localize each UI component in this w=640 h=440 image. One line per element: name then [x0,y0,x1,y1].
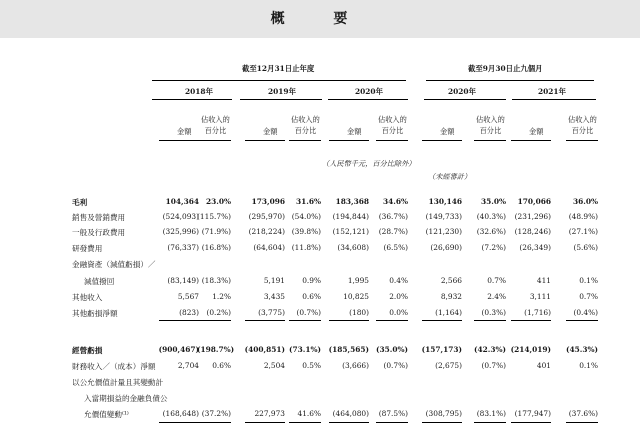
year-header-2020a: 2020年 [355,87,383,96]
subtotal-rule [511,320,551,321]
table-cell: (128,246) [514,227,551,236]
subheader-rule [566,140,598,141]
bottom-rule [199,422,231,423]
table-cell: (83,149) [167,276,199,285]
amount-header: 金額 [177,127,192,136]
subheader-rule [199,140,231,141]
table-cell: 173,096 [251,197,285,206]
subheader-rule [245,140,285,141]
row-label: 經營虧損 [72,346,103,355]
table-cell: (54.0%) [291,212,321,221]
table-cell: (11.8%) [291,243,321,252]
row-label: 毛利 [72,198,88,207]
row-label: 一般及行政費用 [72,228,126,237]
table-cell: (900,467) [158,345,199,354]
table-cell: (48.9%) [568,212,598,221]
table-cell: 104,364 [165,197,199,206]
amount-header: 金額 [347,127,362,136]
table-cell: (231,296) [514,212,551,221]
table-cell: (32.6%) [476,227,506,236]
table-cell: (37.2%) [201,409,231,418]
year-rule-2020a [328,99,408,100]
row-label: 銷售及營銷費用 [72,213,126,222]
row-label: 其他虧損淨額 [72,309,118,318]
table-cell: (185,565) [328,345,369,354]
pct-header-line: 百分比 [571,126,594,135]
table-cell: (42.3%) [473,345,506,354]
table-cell: (73.1%) [288,345,321,354]
pct-header-line: 百分比 [294,126,317,135]
table-cell: (157,173) [421,345,462,354]
subtotal-rule [159,320,199,321]
year-header-2020b: 2020年 [448,87,476,96]
bottom-rule [289,422,321,423]
subheader-rule [511,140,551,141]
table-cell: (87.5%) [378,409,408,418]
page-title: 概 要 [0,0,640,38]
table-cell: (36.7%) [378,212,408,221]
table-cell: (39.8%) [291,227,321,236]
table-cell: (295,970) [248,212,285,221]
table-cell: 401 [536,361,551,370]
table-cell: 1,995 [347,276,369,285]
subtotal-rule [289,320,321,321]
group-header-nine-months: 截至9月30日止九個月 [468,64,543,73]
table-cell: 5,191 [263,276,285,285]
table-cell: 0.4% [389,276,408,285]
year-rule-2019 [240,99,322,100]
table-cell: 2,504 [263,361,285,370]
table-cell: (0.2%) [206,308,231,317]
subheader-rule [376,140,408,141]
subtotal-rule [329,320,369,321]
group-rule-fiscal [152,80,406,81]
year-header-2021: 2021年 [538,87,566,96]
subtotal-rule [566,320,598,321]
row-label: 金融資產（減值虧損）／ [72,260,156,269]
table-cell: 130,146 [428,197,462,206]
subheader-rule [159,140,199,141]
table-cell: (3,666) [342,361,369,370]
year-rule-2021 [512,99,596,100]
table-cell: 1.2% [212,292,231,301]
subtotal-rule [199,320,231,321]
pct-header [568,114,597,136]
table-cell: (152,121) [332,227,369,236]
table-cell: (121,230) [425,227,462,236]
bottom-rule [566,422,598,423]
pct-header [291,114,320,136]
pct-header-line: 百分比 [381,126,404,135]
table-cell: 35.0% [480,197,506,206]
table-cell: 34.6% [382,197,408,206]
table-cell: (325,996) [162,227,199,236]
table-cell: (214,019) [510,345,551,354]
table-cell: (0.7%) [481,361,506,370]
subtotal-rule [245,320,285,321]
row-label: 研發費用 [72,244,103,253]
table-cell: (40.3%) [476,212,506,221]
bottom-rule [159,422,199,423]
table-cell: 0.1% [579,361,598,370]
table-cell: (524,093) [162,212,199,221]
subtotal-rule [422,320,462,321]
table-cell: 227,973 [254,409,285,418]
table-cell: (168,648) [162,409,199,418]
table-cell: 3,435 [263,292,285,301]
bottom-rule [511,422,551,423]
amount-header: 金額 [440,127,455,136]
table-cell: 41.6% [297,409,321,418]
bottom-rule [376,422,408,423]
year-rule-2020b [424,99,506,100]
subheader-rule [422,140,462,141]
pct-header-line: 佔收入的 [291,115,320,124]
table-cell: 170,066 [517,197,551,206]
group-rule-nine [426,80,594,81]
year-header-2018: 2018年 [185,87,213,96]
subheader-rule [289,140,321,141]
unaudited-note: （未經審計） [428,172,472,181]
amount-header: 金額 [263,127,278,136]
pct-header-line: 百分比 [479,126,502,135]
table-cell: (218,224) [248,227,285,236]
table-cell: (35.0%) [375,345,408,354]
table-cell: 2,566 [440,276,462,285]
row-label: 以公允價值計量且其變動計 [72,378,164,387]
bottom-rule [329,422,369,423]
pct-header [476,114,505,136]
table-cell: (464,080) [332,409,369,418]
table-cell: (3,775) [258,308,285,317]
table-cell: 23.0% [205,197,231,206]
table-cell: (177,947) [514,409,551,418]
table-cell: 2.0% [389,292,408,301]
table-cell: 183,368 [335,197,369,206]
table-cell: (64,604) [253,243,285,252]
table-cell: (194,844) [332,212,369,221]
table-cell: 0.0% [389,308,408,317]
pct-header-line: 百分比 [204,126,227,135]
table-cell: (71.9%) [201,227,231,236]
table-cell: 0.7% [579,292,598,301]
bottom-rule [245,422,285,423]
row-label: 減值撥回 [84,277,115,286]
table-cell: (28.7%) [378,227,408,236]
table-cell: (16.8%) [201,243,231,252]
table-cell: 36.0% [572,197,598,206]
table-cell: 0.1% [579,276,598,285]
table-cell: (6.5%) [383,243,408,252]
table-cell: (45.3%) [565,345,598,354]
table-cell: 0.5% [302,361,321,370]
table-cell: 31.6% [295,197,321,206]
subheader-rule [474,140,506,141]
pct-header-line: 佔收入的 [201,115,230,124]
row-label: 入當期損益的金融負債公 [84,394,168,403]
currency-note: （人民幣千元，百分比除外） [322,159,416,168]
pct-header [201,114,230,136]
table-cell: 0.6% [212,361,231,370]
year-header-2019: 2019年 [268,87,296,96]
table-cell: 3,111 [529,292,551,301]
table-cell: (0.7%) [383,361,408,370]
bottom-rule [422,422,462,423]
table-cell: 411 [536,276,551,285]
bottom-rule [474,422,506,423]
subtotal-rule [376,320,408,321]
table-cell: (37.6%) [568,409,598,418]
table-cell: (83.1%) [476,409,506,418]
table-cell: (26,690) [430,243,462,252]
pct-header [378,114,407,136]
table-cell: (27.1%) [568,227,598,236]
table-cell: (2,675) [435,361,462,370]
table-cell: (1,164) [435,308,462,317]
table-cell: 0.7% [487,276,506,285]
table-cell: (115.7%) [197,212,231,221]
table-cell: 2,704 [177,361,199,370]
table-cell: (76,337) [167,243,199,252]
table-cell: 2.4% [487,292,506,301]
pct-header-line: 佔收入的 [476,115,505,124]
table-cell: (198.7%) [197,345,235,354]
table-cell: (308,795) [425,409,462,418]
table-cell: 10,825 [343,292,369,301]
pct-header-line: 佔收入的 [568,115,597,124]
group-header-fiscal-year: 截至12月31日止年度 [242,64,315,73]
table-cell: (823) [179,308,199,317]
table-cell: (7.2%) [481,243,506,252]
year-rule-2018 [152,99,232,100]
pct-header-line: 佔收入的 [378,115,407,124]
subheader-rule [329,140,369,141]
table-cell: 0.9% [302,276,321,285]
table-cell: (0.4%) [573,308,598,317]
amount-header: 金額 [529,127,544,136]
table-cell: 0.6% [302,292,321,301]
table-cell: (149,733) [425,212,462,221]
table-cell: (5.6%) [573,243,598,252]
row-label: 財務收入／（成本）淨額 [72,362,156,371]
table-cell: (34,608) [337,243,369,252]
table-cell: 8,932 [440,292,462,301]
table-cell: (180) [349,308,369,317]
table-cell: (0.3%) [481,308,506,317]
table-cell: (400,851) [244,345,285,354]
row-label: 允價值變動⁽¹⁾ [84,410,129,419]
table-cell: (0.7%) [296,308,321,317]
table-cell: (1,716) [524,308,551,317]
table-cell: (18.3%) [201,276,231,285]
table-cell: 5,567 [177,292,199,301]
table-cell: (26,349) [519,243,551,252]
row-label: 其他收入 [72,293,103,302]
subtotal-rule [474,320,506,321]
